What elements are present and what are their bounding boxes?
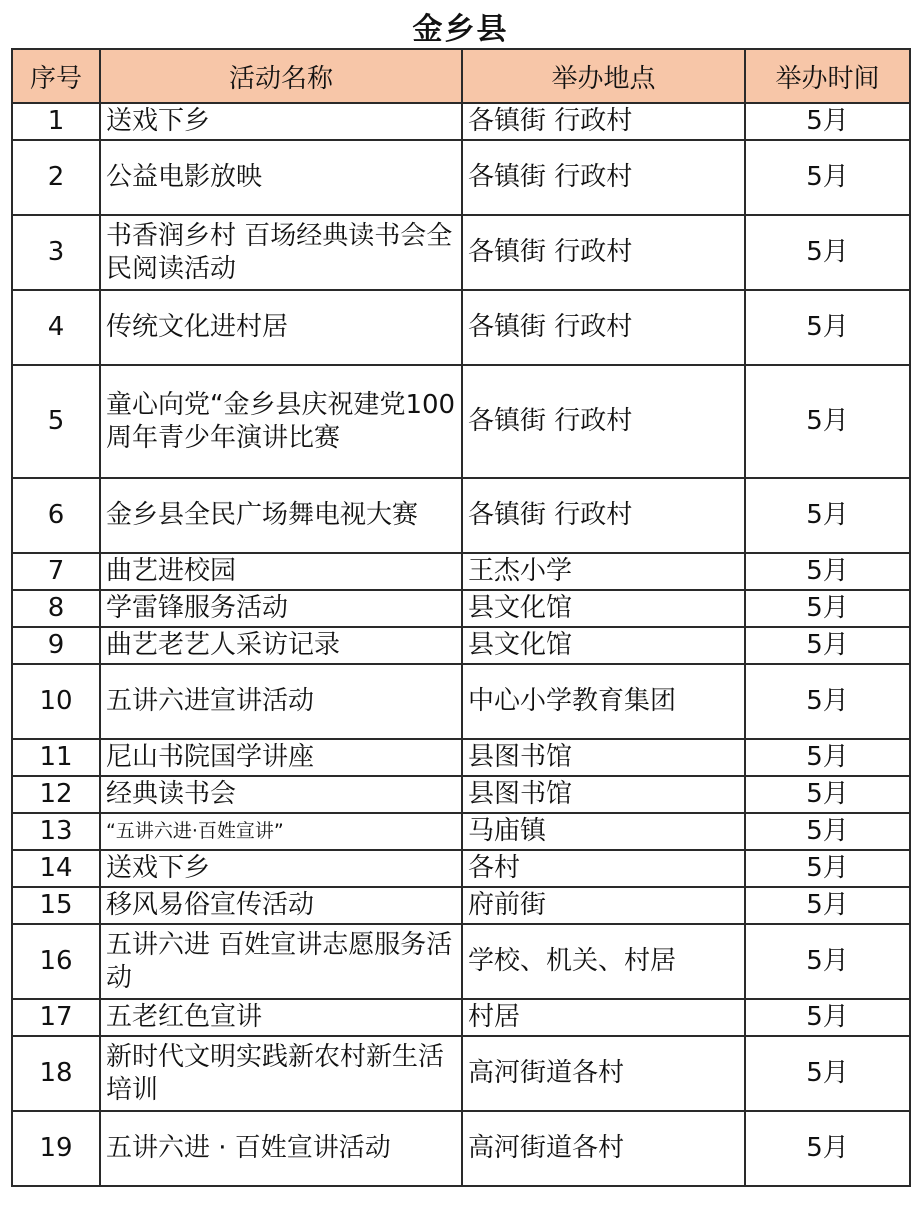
table-row	[12, 664, 910, 739]
cell-venue: 各镇街 行政村	[462, 290, 745, 365]
cell-venue: 各镇街 行政村	[462, 365, 745, 478]
table-row	[12, 813, 910, 850]
cell-index: 15	[12, 887, 100, 924]
cell-venue: 县文化馆	[462, 590, 745, 627]
cell-activity-name: 五讲六进宣讲活动	[100, 664, 462, 739]
header-time: 举办时间	[745, 49, 910, 103]
cell-time: 5月	[745, 140, 910, 215]
cell-index: 8	[12, 590, 100, 627]
cell-index: 7	[12, 553, 100, 590]
cell-activity-name: 童心向党“金乡县庆祝建党100周年青少年演讲比赛	[100, 365, 462, 478]
cell-index: 5	[12, 365, 100, 478]
cell-time: 5月	[745, 924, 910, 999]
cell-venue: 府前街	[462, 887, 745, 924]
table-row	[12, 999, 910, 1036]
cell-time: 5月	[745, 103, 910, 140]
cell-time: 5月	[745, 999, 910, 1036]
cell-activity-name: 金乡县全民广场舞电视大赛	[100, 478, 462, 553]
cell-index: 14	[12, 850, 100, 887]
cell-index: 3	[12, 215, 100, 290]
table-row	[12, 553, 910, 590]
table-row	[12, 103, 910, 140]
cell-index: 1	[12, 103, 100, 140]
cell-index: 10	[12, 664, 100, 739]
cell-time: 5月	[745, 1036, 910, 1111]
cell-venue: 村居	[462, 999, 745, 1036]
cell-time: 5月	[745, 1111, 910, 1186]
cell-venue: 各镇街 行政村	[462, 103, 745, 140]
table-row	[12, 627, 910, 664]
cell-venue: 县文化馆	[462, 627, 745, 664]
cell-activity-name: 五讲六进 · 百姓宣讲活动	[100, 1111, 462, 1186]
table-row	[12, 140, 910, 215]
cell-activity-name: 移风易俗宣传活动	[100, 887, 462, 924]
table-row	[12, 850, 910, 887]
cell-activity-name: 曲艺进校园	[100, 553, 462, 590]
cell-venue: 各镇街 行政村	[462, 215, 745, 290]
cell-activity-name: 五老红色宣讲	[100, 999, 462, 1036]
table-row	[12, 739, 910, 776]
cell-activity-name: 传统文化进村居	[100, 290, 462, 365]
table-row	[12, 365, 910, 478]
cell-venue: 学校、机关、村居	[462, 924, 745, 999]
table-row	[12, 290, 910, 365]
header-venue: 举办地点	[462, 49, 745, 103]
cell-activity-name: “五讲六进·百姓宣讲”	[100, 813, 462, 850]
cell-venue: 县图书馆	[462, 739, 745, 776]
cell-time: 5月	[745, 887, 910, 924]
cell-time: 5月	[745, 290, 910, 365]
cell-index: 16	[12, 924, 100, 999]
cell-time: 5月	[745, 627, 910, 664]
cell-time: 5月	[745, 215, 910, 290]
page-title: 金乡县	[412, 12, 509, 47]
table-row	[12, 590, 910, 627]
table-row	[12, 1036, 910, 1111]
table-row	[12, 215, 910, 290]
table-row	[12, 776, 910, 813]
cell-index: 2	[12, 140, 100, 215]
cell-activity-name: 送戏下乡	[100, 103, 462, 140]
cell-time: 5月	[745, 553, 910, 590]
table-row	[12, 887, 910, 924]
header-activity-name: 活动名称	[100, 49, 462, 103]
table-row	[12, 1111, 910, 1186]
cell-activity-name: 五讲六进 百姓宣讲志愿服务活动	[100, 924, 462, 999]
cell-activity-name: 公益电影放映	[100, 140, 462, 215]
cell-time: 5月	[745, 813, 910, 850]
cell-venue: 各村	[462, 850, 745, 887]
cell-index: 12	[12, 776, 100, 813]
cell-index: 6	[12, 478, 100, 553]
table-row	[12, 478, 910, 553]
cell-venue: 马庙镇	[462, 813, 745, 850]
cell-venue: 高河街道各村	[462, 1111, 745, 1186]
cell-venue: 高河街道各村	[462, 1036, 745, 1111]
activity-table	[11, 48, 911, 1187]
cell-venue: 各镇街 行政村	[462, 478, 745, 553]
cell-activity-name: 学雷锋服务活动	[100, 590, 462, 627]
cell-time: 5月	[745, 850, 910, 887]
header-index: 序号	[12, 49, 100, 103]
cell-venue: 中心小学教育集团	[462, 664, 745, 739]
cell-index: 19	[12, 1111, 100, 1186]
cell-activity-name: 书香润乡村 百场经典读书会全民阅读活动	[100, 215, 462, 290]
cell-time: 5月	[745, 664, 910, 739]
table-header-row	[12, 49, 910, 103]
cell-venue: 王杰小学	[462, 553, 745, 590]
cell-activity-name: 经典读书会	[100, 776, 462, 813]
table-row	[12, 924, 910, 999]
cell-venue: 各镇街 行政村	[462, 140, 745, 215]
cell-time: 5月	[745, 739, 910, 776]
cell-activity-name: 新时代文明实践新农村新生活培训	[100, 1036, 462, 1111]
cell-time: 5月	[745, 776, 910, 813]
cell-activity-name: 曲艺老艺人采访记录	[100, 627, 462, 664]
cell-activity-name: 尼山书院国学讲座	[100, 739, 462, 776]
cell-index: 11	[12, 739, 100, 776]
cell-index: 4	[12, 290, 100, 365]
cell-index: 9	[12, 627, 100, 664]
cell-time: 5月	[745, 590, 910, 627]
cell-time: 5月	[745, 365, 910, 478]
cell-index: 17	[12, 999, 100, 1036]
cell-activity-name: 送戏下乡	[100, 850, 462, 887]
cell-time: 5月	[745, 478, 910, 553]
cell-index: 13	[12, 813, 100, 850]
cell-index: 18	[12, 1036, 100, 1111]
cell-venue: 县图书馆	[462, 776, 745, 813]
